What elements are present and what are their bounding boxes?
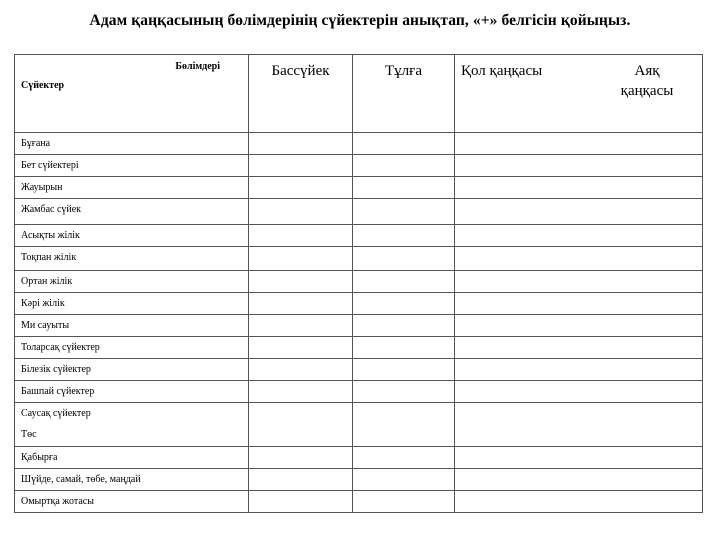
answer-cell[interactable]: [455, 247, 703, 271]
bone-name-cell: [15, 447, 249, 469]
answer-cell[interactable]: [455, 199, 703, 225]
bone-name-cell: [15, 155, 249, 177]
answer-cell[interactable]: [249, 271, 353, 293]
table-row: [15, 403, 703, 447]
bone-name: Білезік сүйектер: [21, 364, 91, 375]
answer-cell[interactable]: [455, 225, 703, 247]
answer-cell[interactable]: [249, 403, 353, 447]
bone-name-cell: [15, 177, 249, 199]
answer-cell[interactable]: [249, 293, 353, 315]
answer-cell[interactable]: [249, 447, 353, 469]
table-row: [15, 491, 703, 513]
header-skull: Бассүйек: [249, 55, 353, 133]
answer-cell[interactable]: [353, 469, 455, 491]
bone-name-cell: [15, 337, 249, 359]
answer-cell[interactable]: [249, 225, 353, 247]
answer-cell[interactable]: [249, 469, 353, 491]
answer-cell[interactable]: [353, 177, 455, 199]
header-bones-label: Сүйектер: [21, 80, 65, 91]
table-header-row: [15, 55, 703, 133]
bone-name-cell: [15, 133, 249, 155]
answer-cell[interactable]: [249, 381, 353, 403]
answer-cell[interactable]: [455, 337, 703, 359]
answer-cell[interactable]: [353, 271, 455, 293]
answer-cell[interactable]: [455, 359, 703, 381]
answer-cell[interactable]: [249, 337, 353, 359]
answer-cell[interactable]: [353, 155, 455, 177]
bone-name: Бұғана: [21, 138, 51, 149]
answer-cell[interactable]: [249, 177, 353, 199]
answer-cell[interactable]: [455, 155, 703, 177]
answer-cell[interactable]: [249, 247, 353, 271]
bone-name: Шүйде, самай, төбе, маңдай: [21, 474, 141, 485]
answer-cell[interactable]: [353, 293, 455, 315]
answer-cell[interactable]: [455, 381, 703, 403]
bone-name: Бет сүйектері: [21, 160, 79, 171]
bone-name: Ортан жілік: [21, 276, 73, 287]
header-arm: Қол қаңқасы: [461, 63, 543, 79]
table-row: [15, 247, 703, 271]
answer-cell[interactable]: [353, 199, 455, 225]
table-row: [15, 469, 703, 491]
bone-name: Жауырын: [21, 182, 63, 193]
header-limbs-cell: [455, 55, 703, 133]
bone-name-cell: [15, 491, 249, 513]
answer-cell[interactable]: [353, 491, 455, 513]
answer-cell[interactable]: [455, 403, 703, 447]
table-row: [15, 177, 703, 199]
answer-cell[interactable]: [353, 381, 455, 403]
bone-name: Жамбас сүйек: [21, 204, 82, 215]
answer-cell[interactable]: [455, 491, 703, 513]
answer-cell[interactable]: [353, 247, 455, 271]
table-row: [15, 199, 703, 225]
table-row: [15, 447, 703, 469]
table-row: [15, 337, 703, 359]
answer-cell[interactable]: [353, 225, 455, 247]
page-title: Адам қаңқасының бөлімдерінің сүйектерін анықтап, «+» белгісін қойыңыз.: [89, 12, 631, 29]
answer-cell[interactable]: [455, 177, 703, 199]
bone-name-cell: [15, 271, 249, 293]
table-row: [15, 155, 703, 177]
bone-name-cell: [15, 359, 249, 381]
bone-name: Толарсақ сүйектер: [21, 342, 100, 353]
answer-cell[interactable]: [249, 359, 353, 381]
answer-cell[interactable]: [455, 133, 703, 155]
bone-name: Саусақ сүйектер: [21, 408, 91, 419]
answer-cell[interactable]: [353, 315, 455, 337]
answer-cell[interactable]: [455, 447, 703, 469]
answer-cell[interactable]: [249, 155, 353, 177]
answer-cell[interactable]: [353, 403, 455, 447]
table-row: [15, 133, 703, 155]
bone-name: Тоқпан жілік: [21, 252, 77, 263]
table-row: [15, 271, 703, 293]
header-sections-label: Бөлімдері: [175, 61, 220, 72]
answer-cell[interactable]: [353, 359, 455, 381]
bone-name: Асықты жілік: [21, 230, 80, 241]
answer-cell[interactable]: [455, 315, 703, 337]
answer-cell[interactable]: [249, 315, 353, 337]
bone-name: Башпай сүйектер: [21, 386, 95, 397]
bone-name: Қабырға: [21, 452, 58, 463]
answer-cell[interactable]: [249, 133, 353, 155]
table-row: [15, 381, 703, 403]
skeleton-table: [14, 54, 703, 513]
bone-name: Ми сауыты: [21, 320, 70, 331]
bone-name: Кәрі жілік: [21, 298, 65, 309]
bone-name-cell: [15, 403, 249, 447]
bone-name: Омыртқа жотасы: [21, 496, 94, 507]
header-corner-cell: [15, 55, 249, 133]
answer-cell[interactable]: [353, 337, 455, 359]
answer-cell[interactable]: [353, 447, 455, 469]
answer-cell[interactable]: [249, 491, 353, 513]
table-row: [15, 225, 703, 247]
header-torso: Тұлға: [353, 55, 455, 133]
answer-cell[interactable]: [249, 199, 353, 225]
answer-cell[interactable]: [455, 293, 703, 315]
bone-name-cell: [15, 225, 249, 247]
bone-name-cell: [15, 381, 249, 403]
answer-cell[interactable]: [455, 469, 703, 491]
bone-name-cell: [15, 247, 249, 271]
bone-name-cell: [15, 315, 249, 337]
answer-cell[interactable]: [455, 271, 703, 293]
header-leg: Аяқ қаңқасы: [620, 63, 674, 99]
bone-name: Төс: [21, 429, 37, 440]
table-row: [15, 359, 703, 381]
table-row: [15, 293, 703, 315]
bone-name-cell: [15, 199, 249, 225]
answer-cell[interactable]: [353, 133, 455, 155]
bone-name-cell: [15, 293, 249, 315]
bone-name-cell: [15, 469, 249, 491]
table-row: [15, 315, 703, 337]
